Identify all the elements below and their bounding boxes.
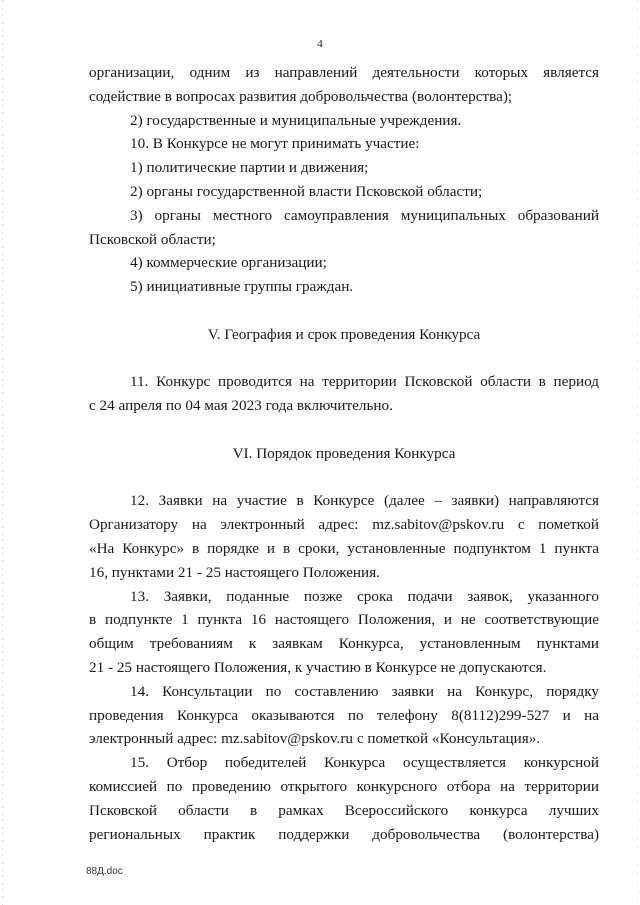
- text-line: 3) органы местного самоуправления муниципальных образований: [130, 206, 599, 224]
- document-body: [89, 61, 599, 846]
- text-line: 13. Заявки, поданные позже срока подачи заявок, указанного: [130, 587, 599, 605]
- text-line: содействие в вопросах развития добровольчества (волонтерства);: [89, 87, 513, 105]
- text-line: 14. Консультации по составлению заявки на Конкурс, порядку: [130, 682, 599, 700]
- text-line: с 24 апреля по 04 мая 2023 года включительно.: [89, 397, 393, 415]
- spacer: [89, 418, 599, 442]
- text-line: 2) государственные и муниципальные учреждения.: [130, 111, 462, 129]
- spacer: [89, 299, 599, 323]
- text-line: Организатору на электронный адрес: mz.sabitov@pskov.ru с пометкой: [89, 516, 599, 534]
- text-line: 4) коммерческие организации;: [130, 254, 327, 272]
- text-line: 1) политические партии и движения;: [130, 159, 369, 177]
- text-line: проведения Конкурса оказываются по телефону 8(8112)299-527 и на: [89, 706, 599, 724]
- text-line: Псковской области в рамках Всероссийского конкурса лучших: [89, 801, 599, 819]
- text-line: Псковской области;: [89, 230, 216, 248]
- page-number: 4: [317, 38, 323, 50]
- text-line: комиссией по проведению открытого конкурсного отбора на территории: [89, 777, 599, 795]
- scan-edge-right: [637, 0, 638, 905]
- text-line: 10. В Конкурсе не могут принимать участие:: [130, 135, 420, 153]
- section-heading: VI. Порядок проведения Конкурса: [232, 444, 456, 462]
- text-line: общим требованиям к заявкам Конкурса, установленным пунктами: [89, 635, 599, 653]
- text-line: 2) органы государственной власти Псковской области;: [130, 182, 483, 200]
- file-name-footer: 88Д.doc: [86, 866, 123, 877]
- text-line: организации, одним из направлений деятельности которых является: [89, 64, 599, 81]
- text-line: 5) инициативные группы граждан.: [130, 278, 354, 296]
- text-line: электронный адрес: mz.sabitov@pskov.ru с пометкой «Консультация».: [89, 730, 541, 748]
- spacer: [89, 466, 599, 490]
- section-heading: V. География и срок проведения Конкурса: [207, 325, 481, 343]
- scan-edge-left: [2, 0, 3, 905]
- text-line: региональных практик поддержки добровольчества (волонтерства): [89, 825, 599, 843]
- text-line: в подпункте 1 пункта 16 настоящего Положения, и не соответствующие: [89, 611, 599, 629]
- text-line: 15. Отбор победителей Конкурса осуществляется конкурсной: [130, 754, 599, 772]
- text-line: 12. Заявки на участие в Конкурсе (далее – заявки) направляются: [130, 492, 599, 510]
- text-line: 16, пунктами 21 - 25 настоящего Положения.: [89, 563, 380, 581]
- text-line: 21 - 25 настоящего Положения, к участию в Конкурсе не допускаются.: [89, 658, 547, 676]
- text-line: 11. Конкурс проводится на территории Псковской области в период: [130, 373, 599, 391]
- text-line: «На Конкурс» в порядке и в сроки, установленные подпунктом 1 пункта: [89, 539, 599, 557]
- spacer: [89, 347, 599, 371]
